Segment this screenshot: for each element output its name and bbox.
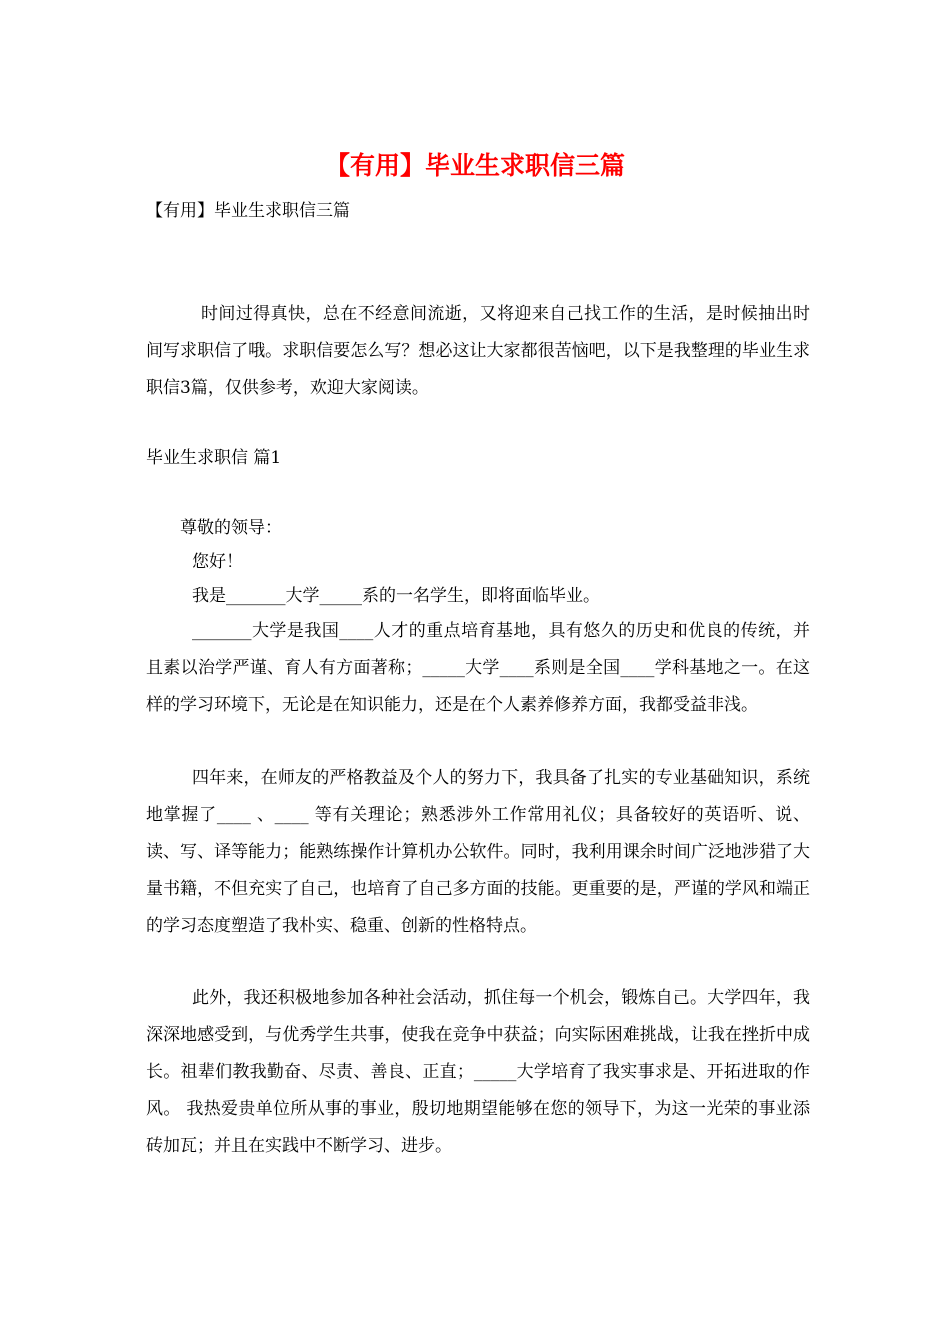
intro-paragraph: 时间过得真快，总在不经意间流逝，又将迎来自己找工作的生活，是时候抽出时间写求职信了哦。求职信要怎么写？想必这让大家都很苦恼吧，以下是我整理的毕业生求职信3篇，仅供参考，欢迎大家阅读。 [146, 304, 810, 398]
greeting: 您好！ [192, 552, 243, 572]
body-paragraph: 四年来，在师友的严格教益及个人的努力下，我具备了扎实的专业基础知识，系统地掌握了____ 、____ 等有关理论；熟悉涉外工作常用礼仪；具备较好的英语听、说、读、写、译等能力；能熟练操作计算机办公软件。同时，我利用课余时间广泛地涉猎了大量书籍，不但充实了自己，也培育了自己多方面的技能。更重要的是，严谨的学风和端正的学习态度塑造了我朴实、稳重、创新的性格特点。 [146, 768, 810, 936]
salutation: 尊敬的领导： [180, 518, 282, 538]
document-subtitle: 【有用】毕业生求职信三篇 [146, 201, 350, 221]
body-paragraph: _______大学是我国____人才的重点培育基地，具有悠久的历史和优良的传统，并且素以治学严谨、育人有方面著称；_____大学____系则是全国____学科基地之一。在这样的学习环境下，无论是在知识能力，还是在个人素养修养方面，我都受益非浅。 [146, 621, 810, 715]
section-heading: 毕业生求职信 篇1 [146, 448, 282, 468]
body-paragraph: 此外，我还积极地参加各种社会活动，抓住每一个机会，锻炼自己。大学四年，我深深地感受到，与优秀学生共事，使我在竞争中获益；向实际困难挑战，让我在挫折中成长。祖辈们教我勤奋、尽责、善良、正直；_____大学培育了我实事求是、开拓进取的作风。 我热爱贵单位所从事的事业，殷切地期望能够在您的领导下，为这一光荣的事业添砖加瓦；并且在实践中不断学习、进步。 [146, 988, 810, 1156]
document-title: 【有用】毕业生求职信三篇 [324, 151, 625, 180]
self-intro-line: 我是_______大学_____系的一名学生，即将面临毕业。 [192, 586, 600, 606]
